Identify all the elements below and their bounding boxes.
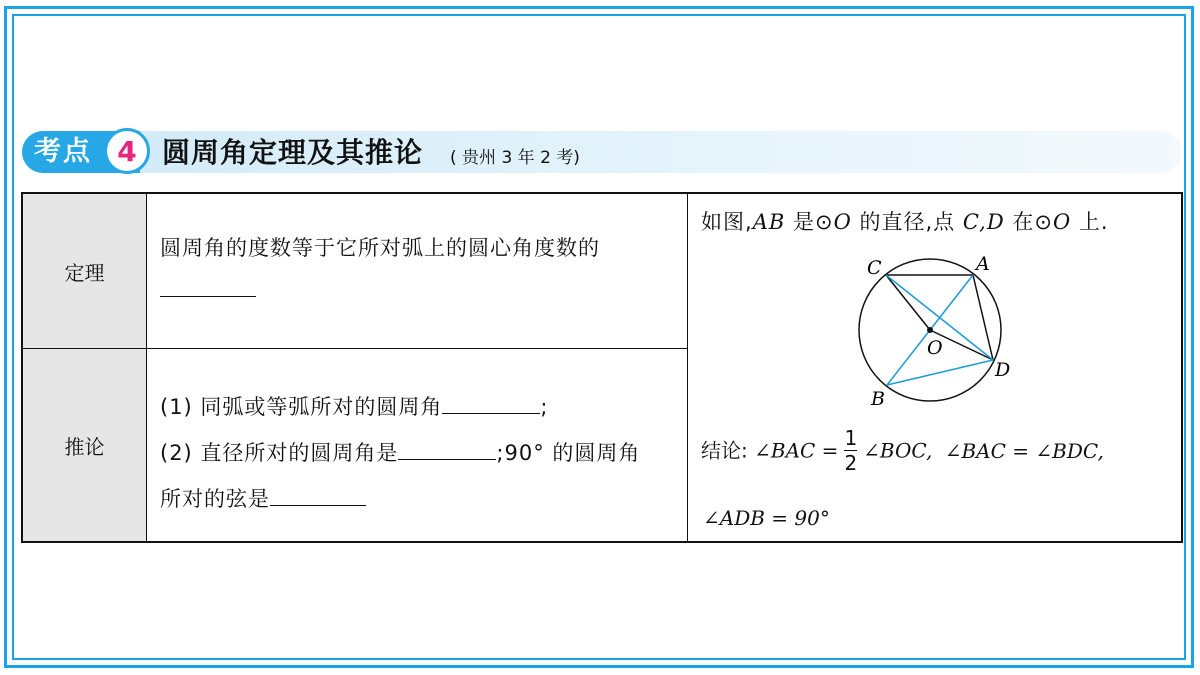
corollary-line-2-mid: ;90° 的圆周角	[496, 441, 641, 465]
corollary-line-1: (1) 同弧或等弧所对的圆周角	[160, 395, 443, 419]
answer-blank-2[interactable]	[442, 391, 540, 414]
conclusion-line-1	[701, 426, 1181, 475]
frac-num: 1	[844, 426, 858, 450]
divider-v2	[687, 194, 688, 541]
center-point	[927, 327, 933, 333]
figure-intro	[701, 206, 1171, 238]
frac-den: 2	[844, 451, 858, 475]
section-tag-label: 考点	[34, 136, 92, 167]
intro-mid: 是⊙	[785, 210, 834, 234]
intro-cd: C,D	[962, 210, 1005, 234]
intro-prefix: 如图,	[701, 210, 753, 234]
corollary-line-1-end: ;	[540, 395, 549, 419]
corollary-content	[160, 384, 685, 522]
theorem-label: 定理	[64, 260, 105, 285]
divider-v1	[146, 194, 147, 541]
intro-rest: 的直径,点	[851, 210, 963, 234]
label-d: D	[995, 359, 1011, 381]
label-b: B	[871, 388, 885, 410]
conclusion-line-2	[703, 502, 830, 534]
theorem-text: 圆周角的度数等于它所对弧上的圆心角度数的	[160, 236, 600, 260]
corollary-line-3: 所对的弦是	[160, 487, 270, 511]
eq1-right: ∠BOC,	[863, 438, 933, 463]
segment-co	[886, 275, 930, 330]
corollary-label: 推论	[64, 434, 105, 459]
intro-o2: O	[1052, 210, 1072, 234]
label-a: A	[976, 253, 990, 275]
row-label-theorem	[23, 194, 146, 348]
eq2: ∠BAC = ∠BDC,	[944, 438, 1104, 463]
eq1-left: ∠BAC =	[754, 438, 839, 463]
circle-diagram	[843, 248, 1043, 414]
fraction-half	[844, 426, 857, 475]
label-o: O	[927, 337, 943, 359]
eq3: ∠ADB = 90°	[703, 506, 830, 530]
answer-blank-3[interactable]	[398, 437, 496, 460]
theorem-content	[160, 232, 680, 306]
divider-h1	[23, 348, 687, 349]
answer-blank-4[interactable]	[270, 483, 366, 506]
theorem-table	[21, 192, 1183, 543]
intro-rest2: 在⊙	[1004, 210, 1053, 234]
section-title: 圆周角定理及其推论	[162, 136, 424, 169]
answer-blank-1[interactable]	[160, 274, 256, 297]
conclusion-label: 结论:	[701, 438, 748, 463]
row-label-corollary	[23, 349, 146, 541]
intro-end: 上.	[1071, 210, 1109, 234]
corollary-line-2: (2) 直径所对的圆周角是	[160, 441, 399, 465]
intro-o: O	[833, 210, 852, 234]
intro-ab: AB	[752, 210, 786, 234]
section-subtitle: ( 贵州 3 年 2 考)	[450, 148, 580, 168]
section-number: 4	[104, 128, 150, 174]
label-c: C	[867, 257, 882, 279]
